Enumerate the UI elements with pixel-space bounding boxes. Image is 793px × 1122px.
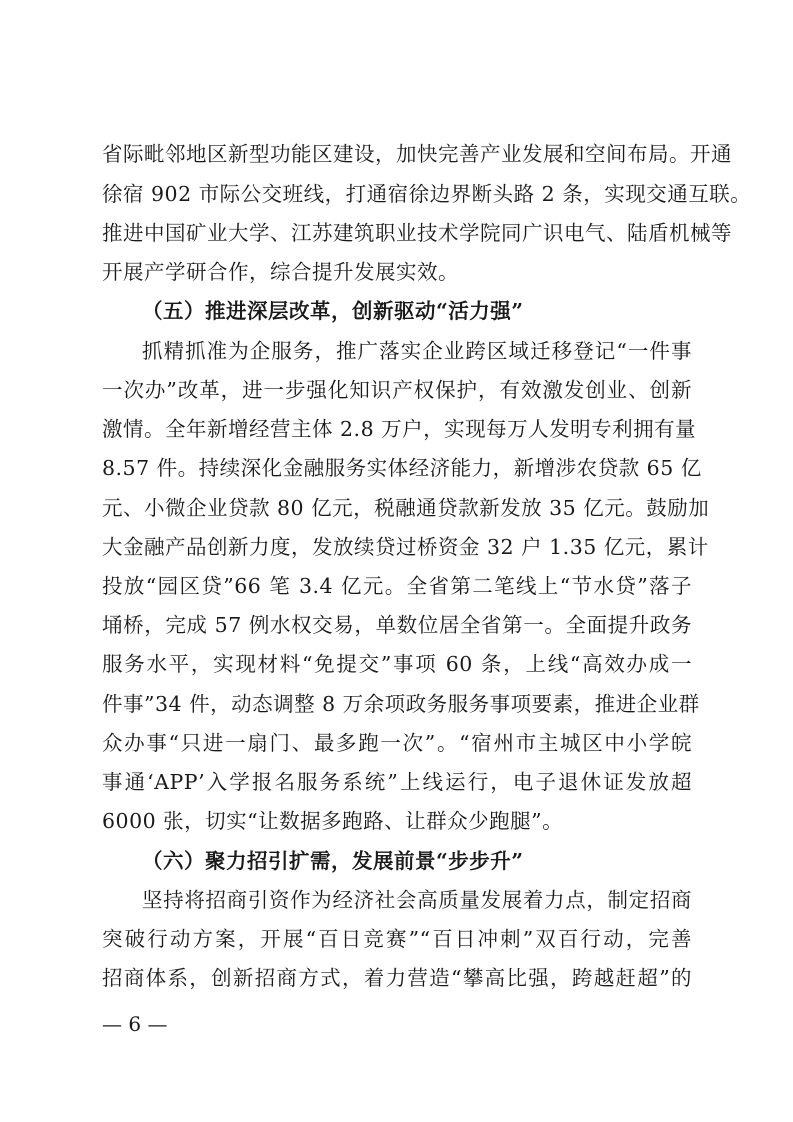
body-text-line: 开展产学研合作，综合提升发展实效。	[102, 260, 459, 284]
body-text-line: 8.57 件。持续深化金融服务实体经济能力，新增涉农贷款 65 亿	[102, 456, 702, 480]
body-text-line: 服务水平，实现材料“免提交”事项 60 条，上线“高效办成一	[102, 652, 692, 676]
body-text-line: 投放“园区贷”66 笔 3.4 亿元。全省第二笔线上“节水贷”落子	[102, 574, 692, 598]
page-number: — 6 —	[102, 1012, 168, 1036]
body-text-line: 激情。全年新增经营主体 2.8 万户，实现每万人发明专利拥有量	[102, 417, 697, 441]
body-text-line: 招商体系，创新招商方式，着力营造“攀高比强，跨越赶超”的	[102, 966, 692, 990]
body-text-line: 徐宿 902 市际公交班线，打通宿徐边界断头路 2 条，实现交通互联。	[102, 182, 752, 206]
body-text-line: 省际毗邻地区新型功能区建设，加快完善产业发展和空间布局。开通	[102, 142, 732, 166]
body-text-line: 件事”34 件，动态调整 8 万余项政务服务事项要素，推进企业群	[102, 692, 700, 716]
body-text-line: 一次办”改革，进一步强化知识产权保护，有效激发创业、创新	[102, 378, 692, 402]
body-text-line: 元、小微企业贷款 80 亿元，税融通贷款新发放 35 亿元。鼓励加	[102, 496, 710, 520]
body-text-line: 坚持将招商引资作为经济社会高质量发展着力点，制定招商	[142, 888, 692, 912]
body-text-line: 众办事“只进一扇门、最多跑一次”。“宿州市主城区中小学皖	[102, 731, 692, 755]
section-heading-six: （六）聚力招引扩需，发展前景“步步升”	[142, 849, 524, 873]
body-text-line: 推进中国矿业大学、江苏建筑职业技术学院同广识电气、陆盾机械等	[102, 221, 732, 245]
section-heading-five: （五）推进深层改革，创新驱动“活力强”	[142, 299, 524, 323]
body-text-line: 大金融产品创新力度，发放续贷过桥资金 32 户 1.35 亿元，累计	[102, 535, 709, 559]
body-text-line: 抓精抓准为企服务，推广落实企业跨区域迁移登记“一件事	[142, 339, 692, 363]
body-text-line: 埇桥，完成 57 例水权交易，单数位居全省第一。全面提升政务	[102, 613, 692, 637]
body-text-line: 突破行动方案，开展“百日竞赛”“百日冲刺”双百行动，完善	[102, 927, 692, 951]
body-text-line: 6000 张，切实“让数据多跑路、让群众少跑腿”。	[102, 809, 564, 833]
body-text-line: 事通‘APP’入学报名服务系统”上线运行，电子退休证发放超	[102, 770, 692, 794]
